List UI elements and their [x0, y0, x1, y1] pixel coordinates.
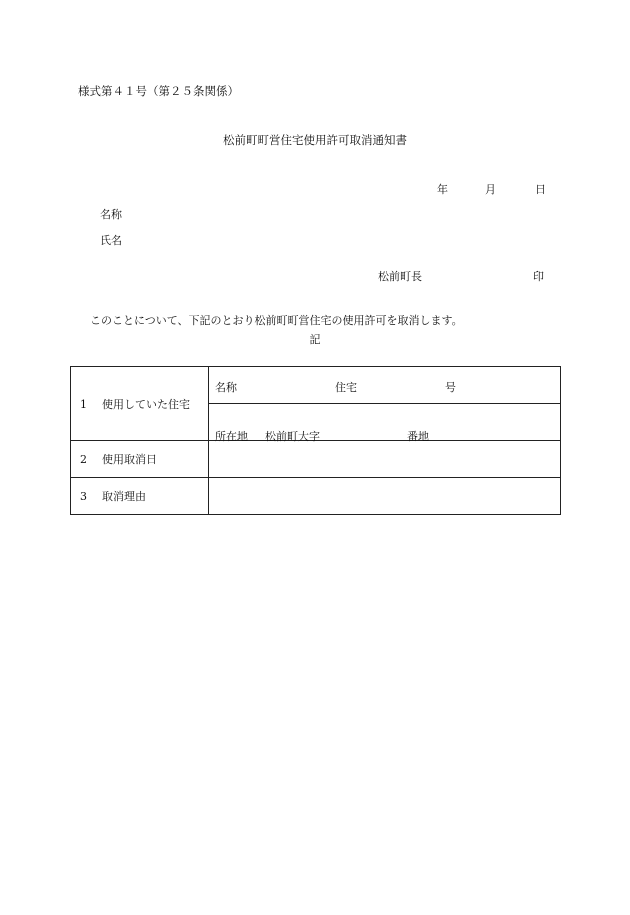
- table-row-cancel-reason: [71, 478, 561, 515]
- cancel-reason-value-cell: [209, 478, 561, 515]
- table-row-cancel-date: [71, 441, 561, 478]
- housing-name-label: 名称: [215, 381, 237, 394]
- form-number: 様式第４１号（第２５条関係）: [78, 84, 239, 98]
- notice-body-text: このことについて、下記のとおり松前町町営住宅の使用許可を取消します。: [90, 314, 463, 327]
- date-month-label: 月: [485, 183, 496, 196]
- location-label: 所在地: [215, 430, 248, 443]
- cancel-date-label-cell: [71, 441, 209, 478]
- date-day-label: 日: [535, 183, 546, 196]
- location-banchi-label: 番地: [407, 430, 429, 443]
- row-number: 2: [80, 453, 87, 466]
- cancel-reason-label-cell: [71, 478, 209, 515]
- ki-heading: 記: [309, 333, 321, 346]
- housing-label-cell: [71, 367, 209, 441]
- housing-jutaku-label: 住宅: [335, 381, 357, 394]
- recipient-name-label: 名称: [100, 208, 122, 221]
- details-table: [70, 366, 561, 515]
- date-year-label: 年: [437, 183, 448, 196]
- cancel-date-value-cell: [209, 441, 561, 478]
- location-town: 松前町大字: [265, 430, 320, 443]
- housing-name-cell: [209, 367, 561, 404]
- row-label: 使用取消日: [102, 453, 157, 466]
- recipient-person-label: 氏名: [100, 234, 122, 247]
- row-number: 3: [80, 490, 87, 503]
- housing-go-label: 号: [445, 381, 456, 394]
- row-label: 取消理由: [102, 490, 146, 503]
- issuer-title: 松前町長: [378, 270, 422, 283]
- document-title: 松前町町営住宅使用許可取消通知書: [223, 133, 407, 147]
- housing-location-cell: [209, 404, 561, 441]
- row-label: 使用していた住宅: [102, 397, 190, 411]
- row-number: 1: [80, 397, 87, 411]
- seal-mark: 印: [533, 270, 544, 283]
- table-row-housing: [71, 367, 561, 404]
